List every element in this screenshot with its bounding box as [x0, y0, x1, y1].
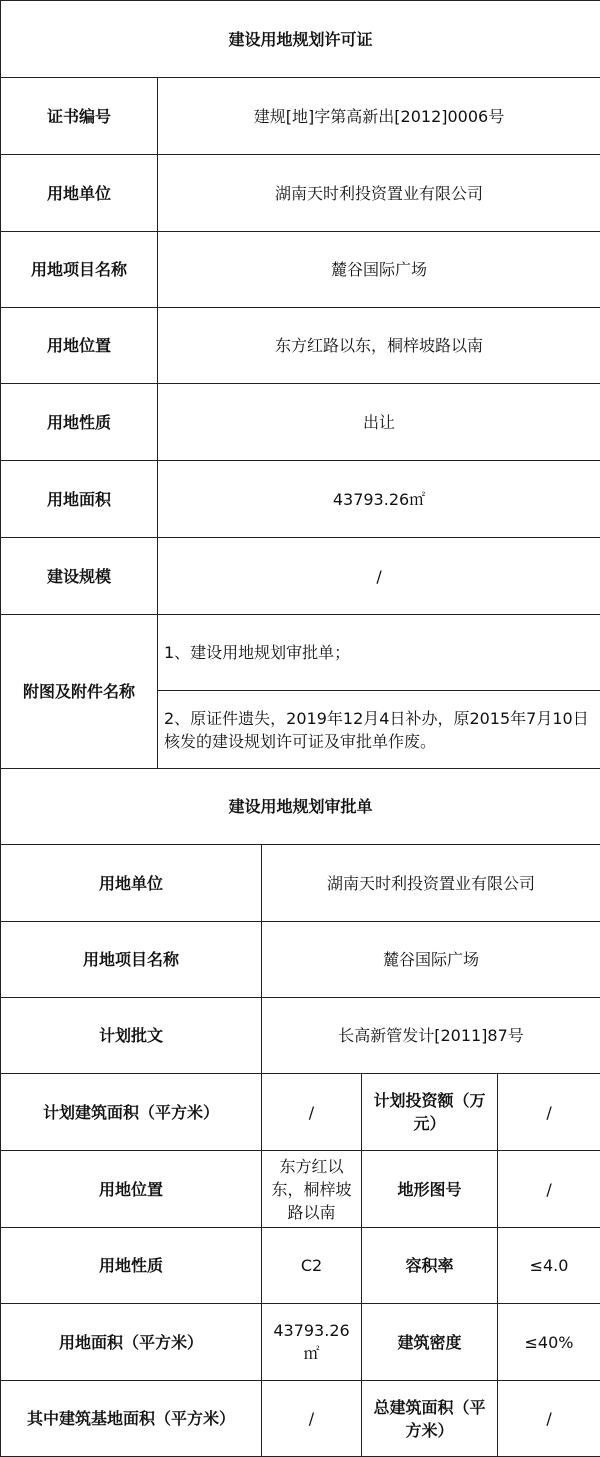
plot-ratio-label: 容积率	[362, 1228, 498, 1304]
attachment-item: 1、建设用地规划审批单；	[158, 615, 600, 691]
approval-grid-row	[1, 1228, 600, 1304]
land-user-label: 用地单位	[1, 155, 158, 232]
permit-row	[1, 155, 600, 232]
approval-land-area-value: 43793.26㎡	[262, 1304, 362, 1381]
permit-row	[1, 308, 600, 384]
planned-floor-area-value: /	[262, 1074, 362, 1151]
planned-investment-value: /	[498, 1074, 600, 1151]
approval-land-location-value: 东方红以东，桐梓坡路以南	[262, 1151, 362, 1228]
approval-land-location-label: 用地位置	[1, 1151, 262, 1228]
project-name-label: 用地项目名称	[1, 232, 158, 308]
attachments-label: 附图及附件名称	[1, 615, 158, 769]
topographic-map-value: /	[498, 1151, 600, 1228]
plan-document-label: 计划批文	[1, 998, 262, 1074]
land-nature-value: 出让	[158, 384, 600, 461]
plot-ratio-value: ≤4.0	[498, 1228, 600, 1304]
approval-project-name-label: 用地项目名称	[1, 922, 262, 998]
permit-row	[1, 461, 600, 538]
land-user-value: 湖南天时利投资置业有限公司	[158, 155, 600, 232]
approval-land-user-value: 湖南天时利投资置业有限公司	[262, 845, 600, 922]
building-base-area-value: /	[262, 1381, 362, 1457]
permit-row	[1, 78, 600, 155]
approval-grid-row	[1, 1304, 600, 1381]
plan-document-value: 长高新管发计[2011]87号	[262, 998, 600, 1074]
approval-grid-row	[1, 1151, 600, 1228]
approval-land-nature-value: C2	[262, 1228, 362, 1304]
land-nature-label: 用地性质	[1, 384, 158, 461]
construction-scale-label: 建设规模	[1, 538, 158, 615]
land-area-value: 43793.26㎡	[158, 461, 600, 538]
approval-title: 建设用地规划审批单	[1, 769, 600, 845]
approval-row	[1, 922, 600, 998]
permit-row	[1, 232, 600, 308]
approval-land-user-label: 用地单位	[1, 845, 262, 922]
planned-floor-area-label: 计划建筑面积（平方米）	[1, 1074, 262, 1151]
certificate-number-label: 证书编号	[1, 78, 158, 155]
approval-row	[1, 845, 600, 922]
land-location-label: 用地位置	[1, 308, 158, 384]
approval-project-name-value: 麓谷国际广场	[262, 922, 600, 998]
permit-title: 建设用地规划许可证	[1, 1, 600, 78]
attachment-item: 2、原证件遗失，2019年12月4日补办，原2015年7月10日核发的建设规划许可证及审批单作废。	[158, 691, 600, 769]
total-floor-area-value: /	[498, 1381, 600, 1457]
approval-land-area-label: 用地面积（平方米）	[1, 1304, 262, 1381]
certificate-number-value: 建规[地]字第高新出[2012]0006号	[158, 78, 600, 155]
topographic-map-label: 地形图号	[362, 1151, 498, 1228]
approval-grid-row	[1, 1381, 600, 1457]
permit-row	[1, 538, 600, 615]
building-base-area-label: 其中建筑基地面积（平方米）	[1, 1381, 262, 1457]
permit-row	[1, 384, 600, 461]
approval-row	[1, 998, 600, 1074]
approval-table	[0, 768, 600, 1457]
building-density-label: 建筑密度	[362, 1304, 498, 1381]
approval-grid-row	[1, 1074, 600, 1151]
total-floor-area-label: 总建筑面积（平方米）	[362, 1381, 498, 1457]
land-area-label: 用地面积	[1, 461, 158, 538]
approval-land-nature-label: 用地性质	[1, 1228, 262, 1304]
project-name-value: 麓谷国际广场	[158, 232, 600, 308]
planned-investment-label: 计划投资额（万元）	[362, 1074, 498, 1151]
construction-scale-value: /	[158, 538, 600, 615]
building-density-value: ≤40%	[498, 1304, 600, 1381]
land-location-value: 东方红路以东，桐梓坡路以南	[158, 308, 600, 384]
